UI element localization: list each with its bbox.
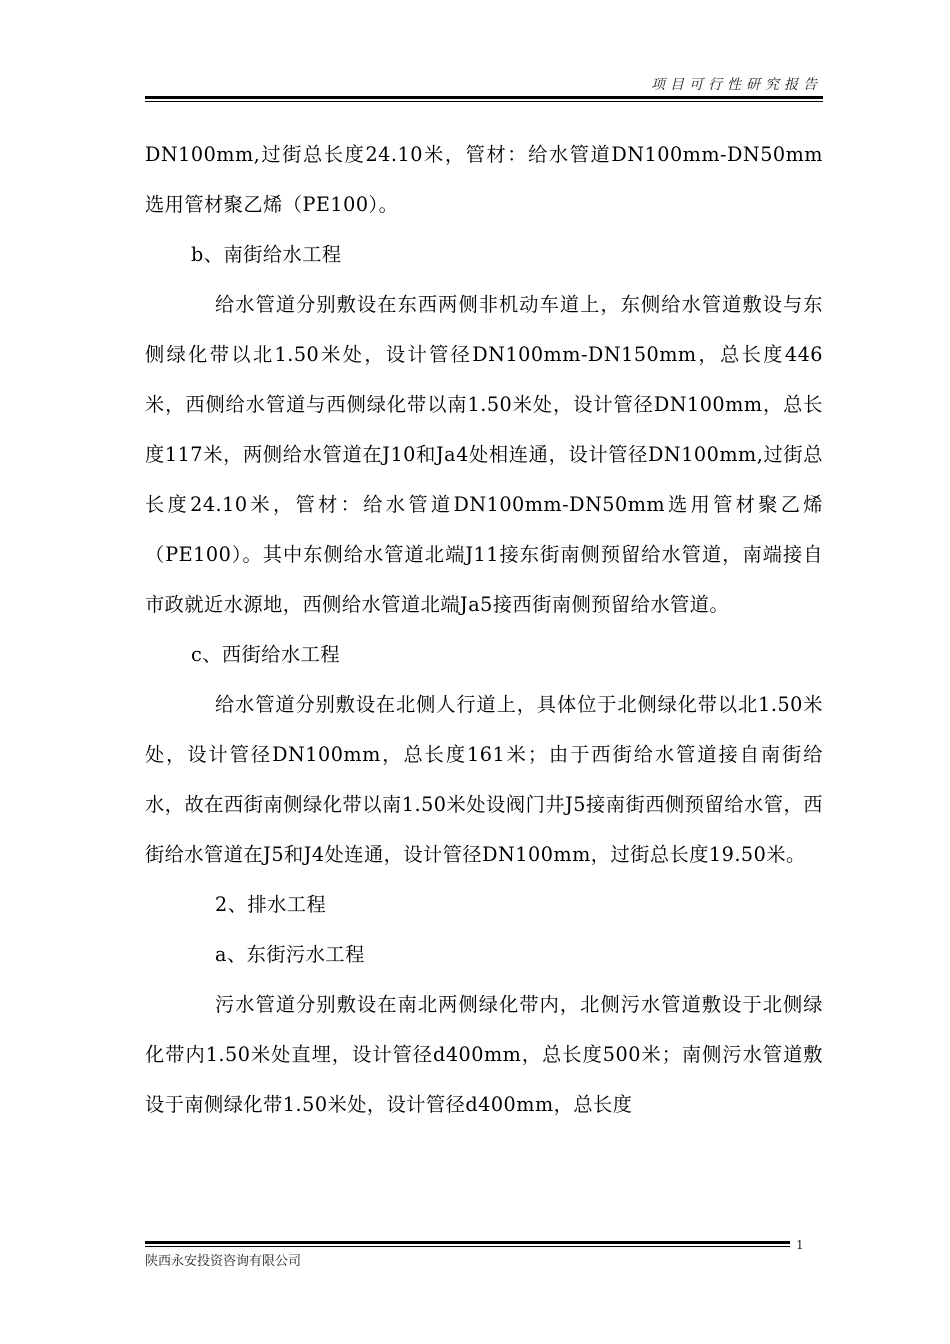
- paragraph: DN100mm,过街总长度24.10米，管材：给水管道DN100mm-DN50mm选用管材聚乙烯（PE100）。: [145, 143, 823, 216]
- paragraph: 污水管道分别敷设在南北两侧绿化带内，北侧污水管道敷设于北侧绿化带内1.50米处直埋，设计管径d400mm，总长度500米；南侧污水管道敷设于南侧绿化带1.50米处，设计管径d400mm，总长度: [145, 993, 823, 1116]
- footer-company: 陕西永安投资咨询有限公司: [145, 1254, 302, 1269]
- section-heading: 2、排水工程: [215, 893, 327, 916]
- header-divider: [145, 96, 823, 99]
- section-heading: a、东街污水工程: [215, 943, 365, 966]
- document-body: [145, 130, 823, 1130]
- section-heading: b、南街给水工程: [191, 243, 342, 266]
- paragraph: 给水管道分别敷设在北侧人行道上，具体位于北侧绿化带以北1.50米处，设计管径DN100mm，总长度161米；由于西街给水管道接自南街给水，故在西街南侧绿化带以南1.50米处设阀门井J5接南街西侧预留给水管，西街给水管道在J5和J4处连通，设计管径DN100mm，过街总长度19.50米。: [145, 693, 823, 866]
- footer-divider: [145, 1241, 790, 1244]
- header-divider-thin: [145, 101, 823, 102]
- paragraph: 给水管道分别敷设在东西两侧非机动车道上，东侧给水管道敷设与东侧绿化带以北1.50米处，设计管径DN100mm-DN150mm，总长度446米，西侧给水管道与西侧绿化带以南1.50米处，设计管径DN100mm，总长度117米，两侧给水管道在J10和Ja4处相连通，设计管径DN100mm,过街总长度24.10米，管材：给水管道DN100mm-DN50mm选用管材聚乙烯（PE100）。其中东侧给水管道北端J11接东街南侧预留给水管道，南端接自市政就近水源地，西侧给水管道北端Ja5接西街南侧预留给水管道。: [145, 293, 823, 616]
- page-number: 1: [796, 1238, 804, 1252]
- header-title: 项目可行性研究报告: [651, 77, 822, 93]
- section-heading: c、西街给水工程: [191, 643, 341, 666]
- footer-divider-thin: [145, 1246, 790, 1247]
